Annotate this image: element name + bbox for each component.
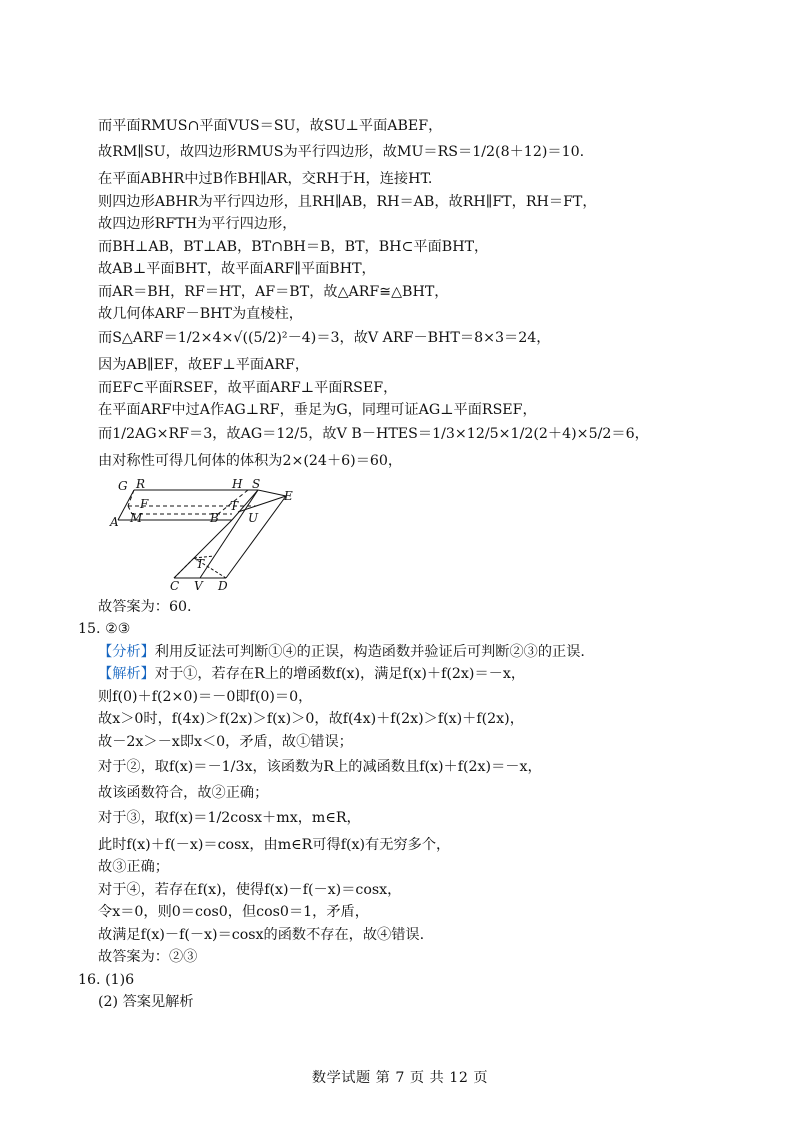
line-12: 而EF⊂平面RSEF，故平面ARF⊥平面RSEF， — [98, 380, 398, 396]
line-4: 则四边形ABHR为平行四边形，且RH∥AB，RH＝AB，故RH∥FT，RH＝FT， — [98, 194, 597, 210]
solution-tag: 【解析】 — [98, 666, 155, 682]
page-footer: 数学试题 第 7 页 共 12 页 — [311, 1070, 489, 1086]
analysis-text: 利用反证法可判断①④的正误，构造函数并验证后可判断②③的正误. — [154, 644, 585, 660]
label-d: D — [218, 579, 228, 593]
line-9: 故几何体ARF－BHT为直棱柱， — [98, 306, 303, 322]
answer-14: 故答案为：60. — [98, 599, 192, 615]
sol-line-9: 对于④，若存在f(x)，使得f(x)－f(－x)＝cosx， — [98, 882, 402, 898]
label-m: M — [130, 511, 143, 525]
geometry-diagram — [108, 476, 308, 594]
line-6: 而BH⊥AB，BT⊥AB，BT∩BH＝B，BT，BH⊂平面BHT， — [98, 239, 489, 255]
label-e: E — [284, 489, 293, 503]
analysis-line — [98, 642, 585, 662]
label-v: V — [194, 579, 203, 593]
sol-line-4: 对于②，取f(x)＝－1/3x，该函数为R上的减函数且f(x)＋f(2x)＝－x， — [98, 759, 542, 775]
label-a: A — [110, 515, 119, 529]
label-b: B — [210, 511, 219, 525]
line-3: 在平面ABHR中过B作BH∥AR，交RH于H，连接HT. — [98, 171, 433, 187]
question-15-answer: 15. ②③ — [78, 621, 131, 637]
line-13: 在平面ARF中过A作AG⊥RF，垂足为G，同理可证AG⊥平面RSEF， — [98, 402, 537, 418]
label-f: F — [140, 497, 149, 511]
line-14: 而1/2AG×RF＝3，故AG＝12/5，故V B－HTES＝1/3×12/5×1/2(2＋4)×5/2＝6， — [98, 426, 649, 442]
label-s: S — [252, 477, 261, 491]
geometry-figure — [108, 476, 308, 594]
label-t-bottom: T — [196, 557, 205, 571]
analysis-tag: 【分析】 — [98, 644, 155, 660]
line-11: 因为AB∥EF，故EF⊥平面ARF， — [98, 357, 310, 373]
sol-line-1: 则f(0)＋f(2×0)＝－0即f(0)＝0， — [98, 689, 313, 705]
label-h: H — [232, 477, 243, 491]
sol-line-12: 故答案为：②③ — [98, 949, 198, 965]
sol-line-3: 故－2x＞－x即x＜0，矛盾，故①错误； — [98, 734, 353, 750]
line-2: 故RM∥SU，故四边形RMUS为平行四边形，故MU＝RS＝1/2(8＋12)＝10. — [98, 144, 585, 160]
label-t-top: T — [230, 499, 239, 513]
question-16-part-2: (2) 答案见解析 — [98, 994, 194, 1010]
line-5: 故四边形RFTH为平行四边形， — [98, 216, 297, 232]
label-r: R — [136, 477, 146, 491]
label-g: G — [118, 479, 128, 493]
sol-line-11: 故满足f(x)－f(－x)＝cosx的函数不存在，故④错误. — [98, 927, 425, 943]
line-8: 而AR＝BH，RF＝HT，AF＝BT，故△ARF≅△BHT， — [98, 284, 449, 300]
sol-line-8: 故③正确； — [98, 859, 169, 875]
sol-line-6: 对于③，取f(x)＝1/2cosx＋mx，m∈R， — [98, 810, 361, 826]
label-c: C — [170, 579, 180, 593]
line-1: 而平面RMUS∩平面VUS＝SU，故SU⊥平面ABEF， — [98, 118, 443, 134]
solution-line — [98, 664, 525, 684]
solution-text: 对于①，若存在R上的增函数f(x)，满足f(x)＋f(2x)＝－x， — [154, 666, 526, 682]
label-u: U — [248, 511, 259, 525]
line-7: 故AB⊥平面BHT，故平面ARF∥平面BHT， — [98, 261, 376, 277]
sol-line-5: 故该函数符合，故②正确； — [98, 785, 269, 801]
question-16-answer: 16. (1)6 — [78, 972, 135, 988]
line-10: 而S△ARF＝1/2×4×√((5/2)²－4)＝3，故V ARF－BHT＝8×3＝24， — [98, 330, 551, 346]
line-15: 由对称性可得几何体的体积为2×(24＋6)＝60， — [98, 453, 403, 469]
sol-line-7: 此时f(x)＋f(－x)＝cosx，由m∈R可得f(x)有无穷多个， — [98, 837, 451, 853]
sol-line-2: 故x＞0时，f(4x)＞f(2x)＞f(x)＞0，故f(4x)＋f(2x)＞f(x)＋f(2x)， — [98, 711, 524, 727]
sol-line-10: 令x＝0，则0＝cos0，但cos0＝1，矛盾， — [98, 904, 369, 920]
